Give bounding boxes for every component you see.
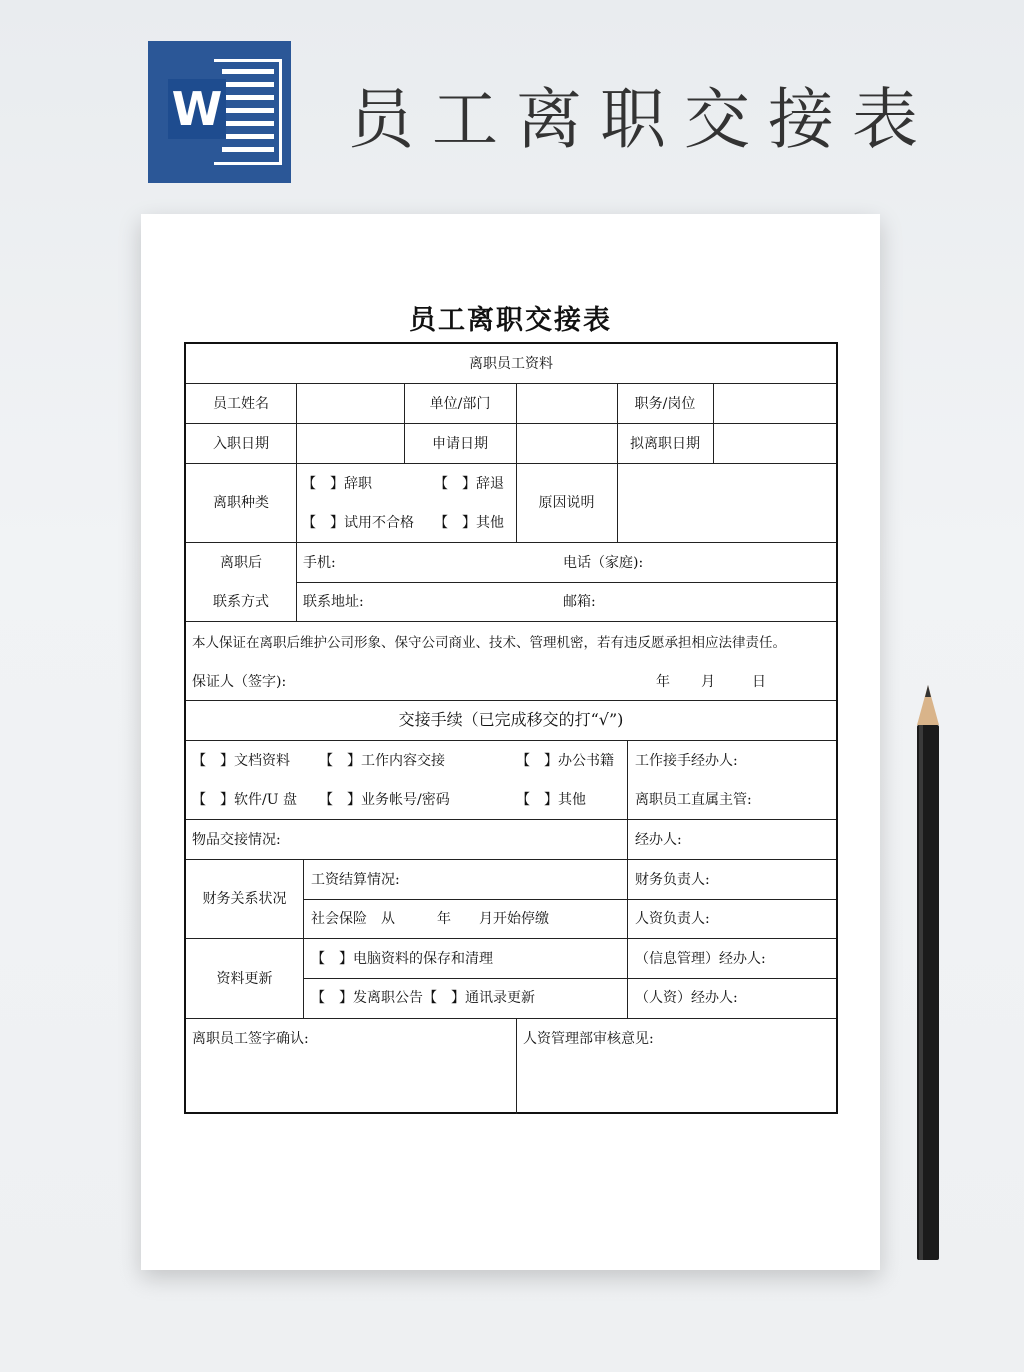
check-computer-data[interactable]: 【 】电脑资料的保存和清理 bbox=[311, 951, 493, 967]
text-lines bbox=[222, 69, 274, 155]
apply-date-field[interactable] bbox=[517, 424, 616, 462]
info-handler-label: （信息管理）经办人: bbox=[635, 951, 766, 967]
option-probation-fail[interactable]: 【 】试用不合格 bbox=[302, 515, 414, 531]
dept-label: 单位/部门 bbox=[429, 396, 491, 412]
option-dismiss[interactable]: 【 】辞退 bbox=[434, 476, 504, 492]
home-phone-label: 电话（家庭): bbox=[563, 555, 644, 571]
word-logo-icon bbox=[148, 41, 291, 183]
leave-date-field[interactable] bbox=[714, 424, 834, 462]
section-employee-info: 离职员工资料 bbox=[469, 356, 553, 372]
date-year: 年 bbox=[656, 674, 670, 690]
guarantee-statement: 本人保证在离职后维护公司形象、保守公司商业、技术、管理机密，若有违反愿承担相应法律责任。 bbox=[192, 635, 786, 651]
option-other[interactable]: 【 】其他 bbox=[434, 515, 504, 531]
hr-handler-label: （人资）经办人: bbox=[635, 990, 738, 1006]
address-label: 联系地址: bbox=[303, 594, 364, 610]
pencil-icon bbox=[913, 685, 943, 1263]
handover-person-label: 工作接手经办人: bbox=[635, 753, 738, 769]
check-other[interactable]: 【 】其他 bbox=[516, 792, 586, 808]
hr-head-label: 人资负责人: bbox=[635, 911, 710, 927]
header-title: 员工离职交接表 bbox=[348, 81, 936, 158]
insurance-label: 社会保险 从 年 月开始停缴 bbox=[311, 911, 549, 927]
contact-label-1: 离职后 bbox=[220, 555, 262, 571]
leave-date-label: 拟离职日期 bbox=[630, 436, 700, 452]
items-label: 物品交接情况: bbox=[192, 832, 281, 848]
join-date-label: 入职日期 bbox=[213, 436, 269, 452]
handover-form-table bbox=[184, 342, 838, 1114]
check-accounts[interactable]: 【 】业务帐号/密码 bbox=[319, 792, 450, 808]
employee-sign-label: 离职员工签字确认: bbox=[192, 1031, 309, 1047]
name-field[interactable] bbox=[297, 384, 403, 422]
supervisor-label: 离职员工直属主管: bbox=[635, 792, 752, 808]
check-announcement[interactable]: 【 】发离职公告【 】通讯录更新 bbox=[311, 990, 535, 1006]
dept-field[interactable] bbox=[517, 384, 616, 422]
date-month: 月 bbox=[701, 674, 715, 690]
finance-label: 财务关系状况 bbox=[202, 891, 287, 907]
check-books[interactable]: 【 】办公书籍 bbox=[516, 753, 614, 769]
join-date-field[interactable] bbox=[297, 424, 403, 462]
position-field[interactable] bbox=[714, 384, 834, 422]
option-resign[interactable]: 【 】辞职 bbox=[302, 476, 372, 492]
reason-label: 原因说明 bbox=[538, 495, 595, 511]
section-handover: 交接手续（已完成移交的打“√”) bbox=[398, 710, 624, 729]
salary-label: 工资结算情况: bbox=[311, 872, 400, 888]
name-label: 员工姓名 bbox=[213, 396, 269, 412]
check-documents[interactable]: 【 】文档资料 bbox=[192, 753, 290, 769]
form-title: 员工离职交接表 bbox=[409, 305, 612, 336]
email-label: 邮箱: bbox=[563, 594, 596, 610]
handler-label: 经办人: bbox=[635, 832, 682, 848]
finance-head-label: 财务负责人: bbox=[635, 872, 710, 888]
leave-type-label: 离职种类 bbox=[213, 495, 269, 511]
check-software[interactable]: 【 】软件/U 盘 bbox=[192, 792, 297, 808]
word-letter: W bbox=[168, 79, 226, 139]
check-work-content[interactable]: 【 】工作内容交接 bbox=[319, 753, 445, 769]
update-label: 资料更新 bbox=[216, 971, 273, 987]
contact-label-2: 联系方式 bbox=[213, 594, 269, 610]
apply-date-label: 申请日期 bbox=[432, 436, 488, 452]
paper-sheet bbox=[141, 214, 880, 1270]
guarantor-label: 保证人（签字): bbox=[192, 674, 287, 690]
date-day: 日 bbox=[752, 674, 766, 690]
hr-review-label: 人资管理部审核意见: bbox=[523, 1031, 654, 1047]
position-label: 职务/岗位 bbox=[634, 396, 696, 412]
mobile-label: 手机: bbox=[303, 555, 336, 571]
